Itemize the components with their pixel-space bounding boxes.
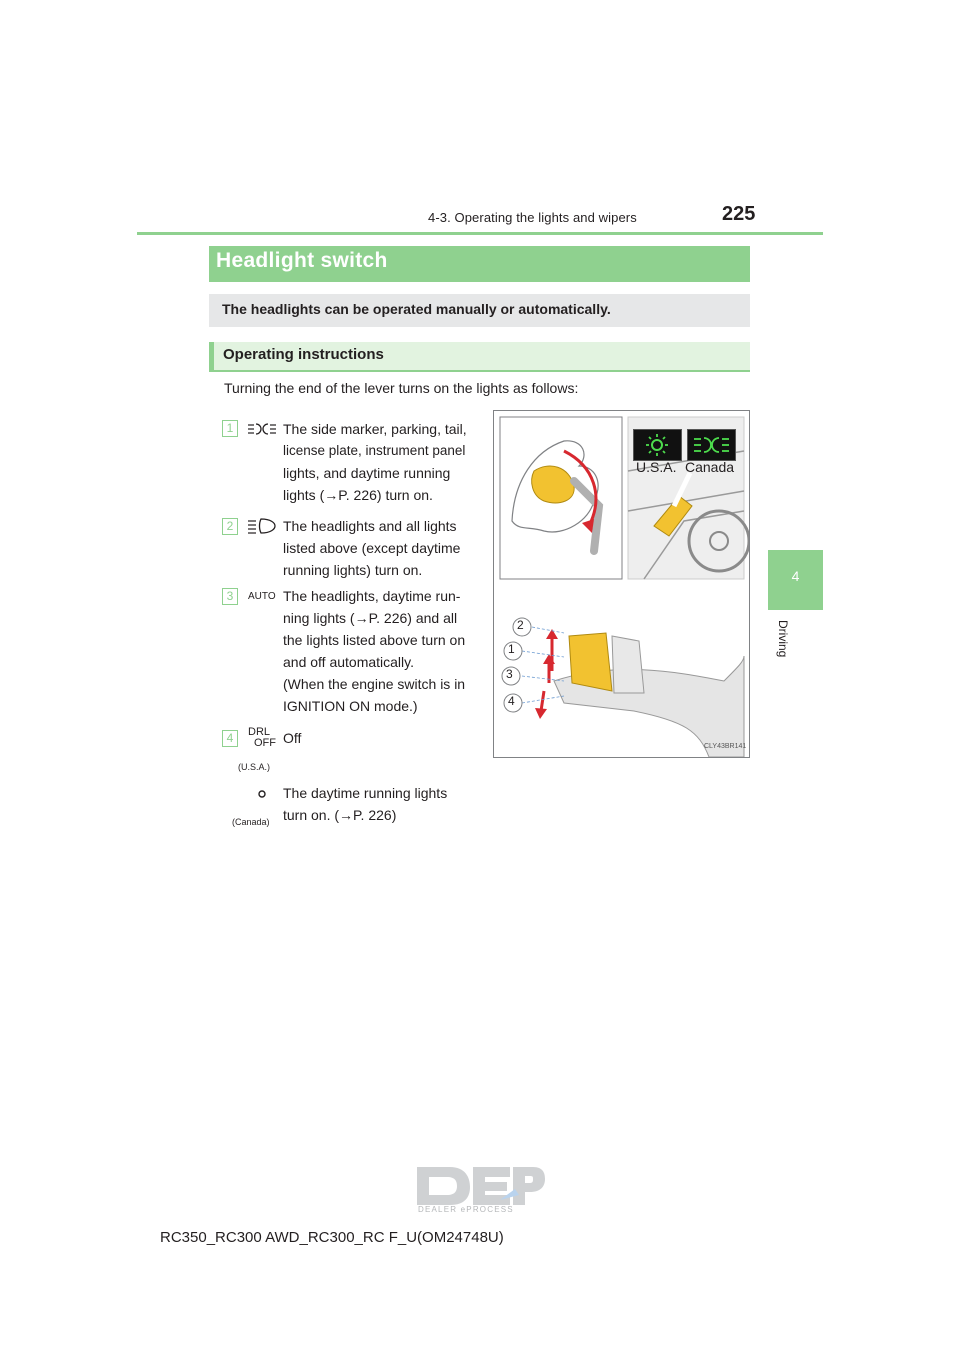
- footer-model: RC350_RC300 AWD_RC300_RC F_U(OM24748U): [160, 1229, 504, 1246]
- item-2-line: The headlights and all lights: [283, 518, 457, 534]
- item-2-line: running lights) turn on.: [283, 562, 423, 578]
- section-title: 4-3. Operating the lights and wipers: [428, 210, 637, 225]
- chapter-number: 4: [791, 568, 800, 584]
- item-3-line: (When the engine switch is in: [283, 676, 466, 692]
- label-canada: Canada: [685, 459, 735, 475]
- item-2-description: [283, 515, 480, 581]
- item-1-line: license plate, instrument panel: [283, 443, 466, 458]
- item-1-line: The side marker, parking, tail,: [283, 421, 467, 437]
- headlight-switch-illustration: [493, 410, 750, 758]
- subheading: Operating instructions: [223, 346, 384, 363]
- header-divider: [137, 232, 823, 235]
- dot-icon: [257, 789, 267, 799]
- drl-off-icon: [248, 727, 276, 749]
- figure-code: CLY43BR141: [704, 743, 747, 750]
- item-1-description: [283, 418, 480, 506]
- item-3-line: and off automatically.: [283, 654, 415, 670]
- chapter-label: Driving: [776, 620, 790, 658]
- tail-lights-indicator-icon: [688, 430, 735, 460]
- label-usa: U.S.A.: [636, 459, 677, 475]
- item-1-line: lights (→P. 226) turn on.: [283, 487, 433, 503]
- item-number-4: 4: [222, 730, 238, 747]
- off-label: OFF: [254, 737, 276, 749]
- callout-4: 4: [508, 694, 515, 708]
- item-number-2: 2: [222, 518, 238, 535]
- intro-text: Turning the end of the lever turns on the lights as follows:: [224, 380, 579, 396]
- usa-indicator: [633, 429, 682, 461]
- item-3-line: The headlights, daytime run-: [283, 588, 461, 604]
- section-heading: Headlight switch: [216, 249, 388, 272]
- drl-label: DRL: [248, 726, 271, 738]
- item-number-1: 1: [222, 420, 238, 437]
- callout-2: 2: [517, 618, 524, 632]
- item-4-description: [283, 727, 480, 749]
- subheading-underline: [209, 370, 750, 372]
- auto-icon: AUTO: [248, 591, 276, 602]
- small-lights-icon: [247, 422, 277, 436]
- canada-line: turn on. (→P. 226): [283, 807, 397, 823]
- region-canada: (Canada): [232, 817, 270, 827]
- canada-line: The daytime running lights: [283, 785, 448, 801]
- canada-description: [283, 782, 480, 826]
- callout-1: 1: [508, 642, 515, 656]
- canada-indicator: [687, 429, 736, 461]
- item-2-line: listed above (except daytime: [283, 540, 461, 556]
- summary-text: The headlights can be operated manually or automatically.: [222, 301, 611, 317]
- item-3-description: [283, 585, 480, 717]
- page-number: 225: [722, 203, 756, 225]
- item-number-3: 3: [222, 588, 238, 605]
- region-usa: (U.S.A.): [238, 762, 271, 772]
- callout-3: 3: [506, 667, 513, 681]
- item-3-line: ning lights (→P. 226) and all: [283, 610, 458, 626]
- item-1-line: lights, and daytime running: [283, 465, 451, 481]
- item-3-line: the lights listed above turn on: [283, 632, 466, 648]
- item-3-line: IGNITION ON mode.): [283, 698, 418, 714]
- light-indicator-icon: [634, 430, 681, 460]
- headlights-icon: [247, 518, 277, 534]
- logo-caption: DEALER ePROCESS: [418, 1205, 514, 1214]
- item-4-line: Off: [283, 730, 302, 746]
